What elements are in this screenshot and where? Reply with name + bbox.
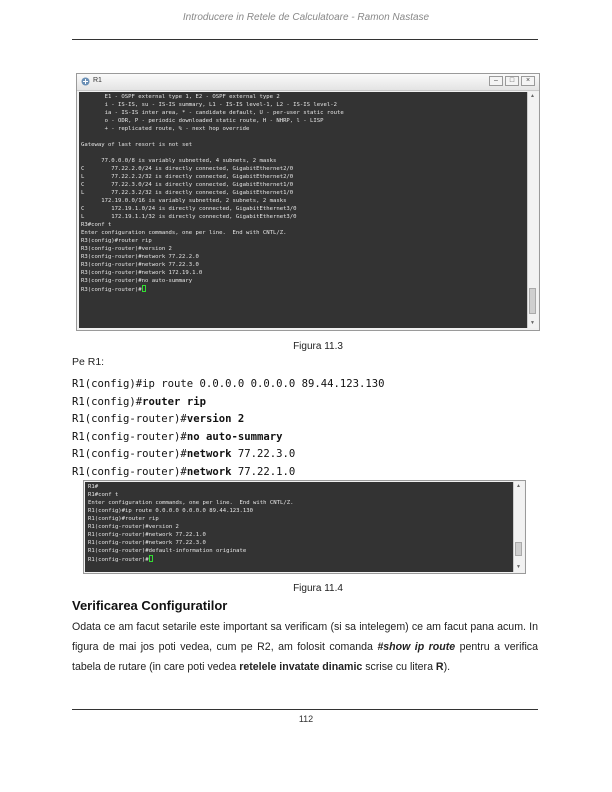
terminal-line: R1(config)#router rip [88,516,159,522]
code-line [72,378,385,390]
terminal-line: R1# [88,484,99,490]
running-header: Introducere in Retele de Calculatoare - Ramon Nastase [182,12,430,23]
scrollbar[interactable] [527,92,538,328]
terminal-line: R3(config-router)#version 2 [81,246,172,252]
terminal-line: o - ODR, P - periodic downloaded static route, H - NHRP, l - LISP [81,118,324,124]
text-cursor [142,285,146,292]
code-command: no auto-summary [186,430,283,443]
figure-caption-11-3: Figura 11.3 [293,341,343,352]
terminal-line: Gateway of last resort is not set [81,142,193,148]
scroll-up-icon[interactable]: ▲ [516,483,521,489]
maximize-button[interactable]: □ [505,76,519,86]
bold-letter: R [435,661,444,673]
code-command: network [186,448,232,461]
terminal-line: L 77.22.3.2/32 is directly connected, GigabitEthernet1/0 [81,190,294,196]
code-prompt: R1(config-router)# [72,413,187,426]
terminal-line: R1(config)#ip route 0.0.0.0 0.0.0.0 89.44.123.130 [88,508,254,514]
terminal-output[interactable] [79,92,527,328]
terminal-line: R3(config-router)#no auto-summary [81,278,193,284]
scroll-up-icon[interactable]: ▲ [530,93,535,99]
terminal-line: + - replicated route, % - next hop override [81,126,250,132]
scroll-down-icon[interactable]: ▼ [530,320,535,326]
terminal-line: ia - IS-IS inter area, * - candidate default, U - per-user static route [81,110,344,116]
code-prompt: R1(config-router)# [72,466,187,478]
text-cursor [149,555,153,562]
terminal-line: R1(config-router)#network 77.22.1.0 [88,532,206,538]
code-prompt: R1(config)#ip route 0.0.0.0 0.0.0.0 89.44.123.130 [72,378,385,390]
code-argument: 77.22.1.0 [231,466,296,478]
terminal-line: R3(config-router)#network 77.22.2.0 [81,254,199,260]
code-command: version 2 [186,413,245,426]
terminal-line: R1(config-router)#default-information originate [88,548,247,554]
code-prompt: R1(config-router)# [72,430,187,443]
body-text: pentru a verifica tabela de rutare (in care poti vedea [72,641,538,673]
terminal-line: R1(config-router)#version 2 [88,524,179,530]
code-line [72,448,295,460]
terminal-line: C 77.22.2.0/24 is directly connected, GigabitEthernet2/0 [81,166,294,172]
code-command: network [186,466,232,478]
figure-caption-11-4: Figura 11.4 [293,583,343,594]
terminal-line: i - IS-IS, su - IS-IS summary, L1 - IS-IS level-1, L2 - IS-IS level-2 [81,102,337,108]
scrollbar-thumb[interactable] [529,288,536,314]
terminal-window-r1 [83,480,526,574]
bold-emphasis: retelele invatate dinamic [239,661,363,673]
terminal-line: R1(config-router)#network 77.22.3.0 [88,540,206,546]
body-text: Odata ce am facut setarile este important sa verificam (si sa intelegem) ce am facut pana acum. In figura de mai jos poti vedea, cum pe R2, am folosit comanda [72,621,538,653]
code-line [72,396,206,408]
terminal-line: R3#conf t [81,222,112,228]
terminal-output[interactable] [85,482,515,572]
terminal-line: R3(config-router)#network 77.22.3.0 [81,262,199,268]
terminal-line: C 77.22.3.0/24 is directly connected, GigabitEthernet1/0 [81,182,294,188]
terminal-prompt: R3(config-router)# [81,287,142,293]
terminal-line: R3(config-router)#network 172.19.1.0 [81,270,203,276]
code-line [72,431,282,443]
header-rule [72,39,538,40]
code-prompt: R1(config)# [72,395,143,408]
scroll-down-icon[interactable]: ▼ [516,564,521,570]
body-text: scrise cu litera [362,661,436,673]
command-emphasis: #show ip route [377,641,456,653]
body-paragraph [72,617,538,677]
body-text: ). [443,661,451,673]
terminal-line: 172.19.0.0/16 is variably subnetted, 2 subnets, 2 masks [81,198,287,204]
code-command: router rip [142,395,206,408]
terminal-line: R1#conf t [88,492,119,498]
close-button[interactable]: × [521,76,535,86]
terminal-line: L 77.22.2.2/32 is directly connected, GigabitEthernet2/0 [81,174,294,180]
router-icon [81,77,90,86]
terminal-line: R3(config)#router rip [81,238,152,244]
terminal-line: C 172.19.1.0/24 is directly connected, GigabitEthernet3/0 [81,206,297,212]
section-title: Verificarea Configuratilor [72,598,228,613]
terminal-line: 77.0.0.0/8 is variably subnetted, 4 subnets, 2 masks [81,158,277,164]
terminal-line: Enter configuration commands, one per line. End with CNTL/Z. [88,500,294,506]
minimize-button[interactable]: – [489,76,503,86]
window-title: R1 [93,77,102,84]
terminal-line: Enter configuration commands, one per line. End with CNTL/Z. [81,230,287,236]
code-argument: 77.22.3.0 [231,448,296,461]
code-line [72,466,295,478]
terminal-prompt: R1(config-router)# [88,557,149,563]
scrollbar-thumb[interactable] [515,542,522,556]
window-titlebar[interactable] [77,74,539,91]
terminal-line: L 172.19.1.1/32 is directly connected, GigabitEthernet3/0 [81,214,297,220]
terminal-line: E1 - OSPF external type 1, E2 - OSPF external type 2 [81,94,280,100]
footer-rule [72,709,538,710]
terminal-window-r3 [76,73,540,331]
pe-r1-label: Pe R1: [72,356,105,368]
code-prompt: R1(config-router)# [72,448,187,461]
scrollbar[interactable] [513,482,524,572]
page-number: 112 [298,714,314,724]
code-line [72,413,244,425]
